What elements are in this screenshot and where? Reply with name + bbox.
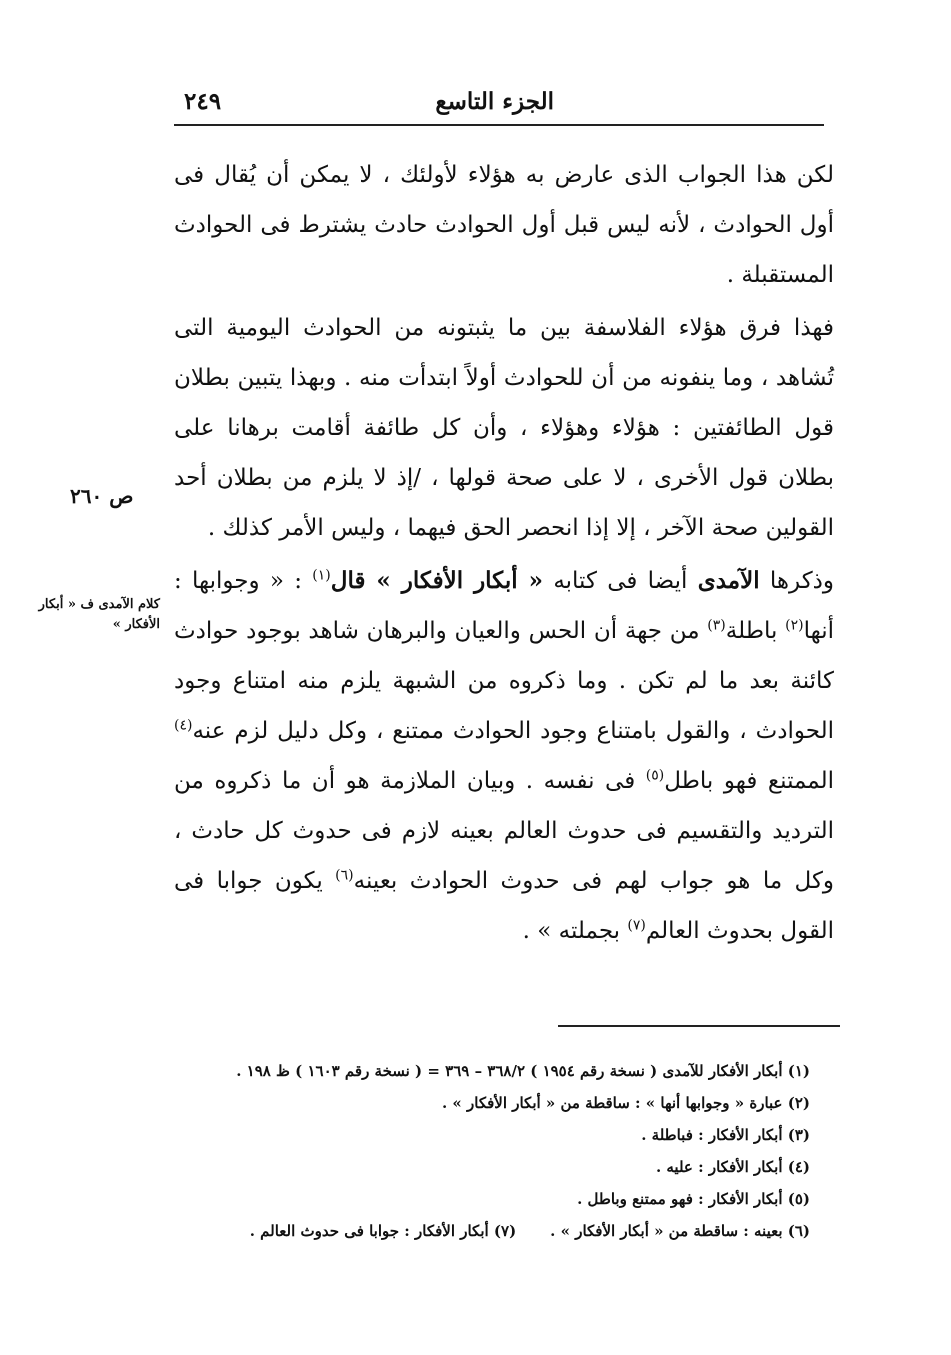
footnote-ref: (١) (312, 567, 331, 584)
main-text (174, 150, 834, 956)
footnote-ref: (٧) (627, 917, 646, 934)
footnote-row (180, 1215, 810, 1247)
paragraph-2: فهذا فرق هؤلاء الفلاسفة بين ما يثبتونه من الحوادث اليومية التى تُشاهد ، وما ينفونه من أن للحوادث أولاً ابتدأت منه . وبهذا يتبين بطلان قول الطائفتين : هؤلاء وهؤلاء ، وأن كل طائفة أقامت برهانا على بطلان قول الأخرى ، لا على صحة قولها ، /إذ لا يلزم من بطلان أحد القولين صحة الآخر ، إلا إذا انحصر الحق فيهما ، وليس الأمر كذلك . (174, 315, 834, 541)
text-run: فى نفسه . وبيان الملازمة هو أن ما ذكروه من الترديد والتقسيم فى حدوث العالم بعينه لازم فى حدوث كل حادث ، وكل ما هو جواب لهم فى حدوث الحوادث بعينه (174, 768, 835, 894)
footnote-3: (٣) أبكار الأفكار : فباطلة . (641, 1126, 810, 1144)
footnote-ref: (٤) (174, 717, 193, 734)
book-title: « أبكار الأفكار » قال (330, 567, 544, 594)
margin-page-reference: ص ٢٦٠ (70, 484, 134, 508)
chapter-title: الجزء التاسع (435, 88, 554, 115)
margin-note: كلام الآمدى ف « أبكار الأفكار » (38, 597, 160, 632)
author-name: الآمدى (697, 567, 760, 594)
text-run: بجملته » . (522, 918, 621, 944)
footnote-ref: (٦) (335, 867, 354, 884)
footnote-ref: (٥) (645, 767, 665, 784)
text-run: يكون جوابا فى القول بحدوث العالم (174, 868, 834, 944)
footnote-6: (٦) بعينه : ساقطة من « أبكار الأفكار » . (550, 1222, 810, 1240)
running-header (174, 86, 824, 124)
page-number: ٢٤٩ (184, 88, 222, 115)
text-run: من جهة أن الحس والعيان والبرهان شاهد بوجود حوادث كائنة بعد ما لم تكن . وما ذكروه من الشبهة يلزم منه امتناع وجود الحوادث ، والقول بامتناع وجود الحوادث ممتنع ، وكل دليل لزم عنه (174, 618, 834, 744)
footnote-ref: (٢) (785, 617, 804, 634)
footnote-1: (١) أبكار الأفكار للآمدى ( نسخة رقم ١٩٥٤ ) ٣٦٨/٢ – ٣٦٩ = ( نسخة رقم ١٦٠٣ ) ظ ١٩٨ . (236, 1062, 810, 1080)
text-run: : « وجوابها : أنها (174, 568, 835, 644)
text-run: أيضا فى كتابه (553, 568, 688, 594)
footnote-ref: (٣) (707, 617, 726, 634)
text-run: باطلة (725, 618, 778, 644)
footnote-2: (٢) عبارة « وجوابها أنها » : ساقطة من « أبكار الأفكار » . (441, 1094, 810, 1112)
footnote-rule (558, 1025, 840, 1027)
text-run: وذكرها (769, 568, 835, 594)
footnote-7: (٧) أبكار الأفكار : جوابا فى حدوث العالم . (249, 1222, 517, 1240)
paragraph-1: لكن هذا الجواب الذى عارض به هؤلاء لأولئك ، لا يمكن أن يُقال فى أول الحوادث ، لأنه ليس قبل أول الحوادث حادث يشترط فى الحوادث المستقبلة . (174, 162, 834, 288)
text-run: الممتنع فهو باطل (664, 768, 834, 794)
header-rule (174, 124, 824, 126)
paragraph-3 (174, 556, 834, 956)
footnotes (180, 1055, 810, 1247)
footnote-5: (٥) أبكار الأفكار : فهو ممتنع وباطل . (577, 1190, 810, 1208)
footnote-4: (٤) أبكار الأفكار : عليه . (655, 1158, 810, 1176)
